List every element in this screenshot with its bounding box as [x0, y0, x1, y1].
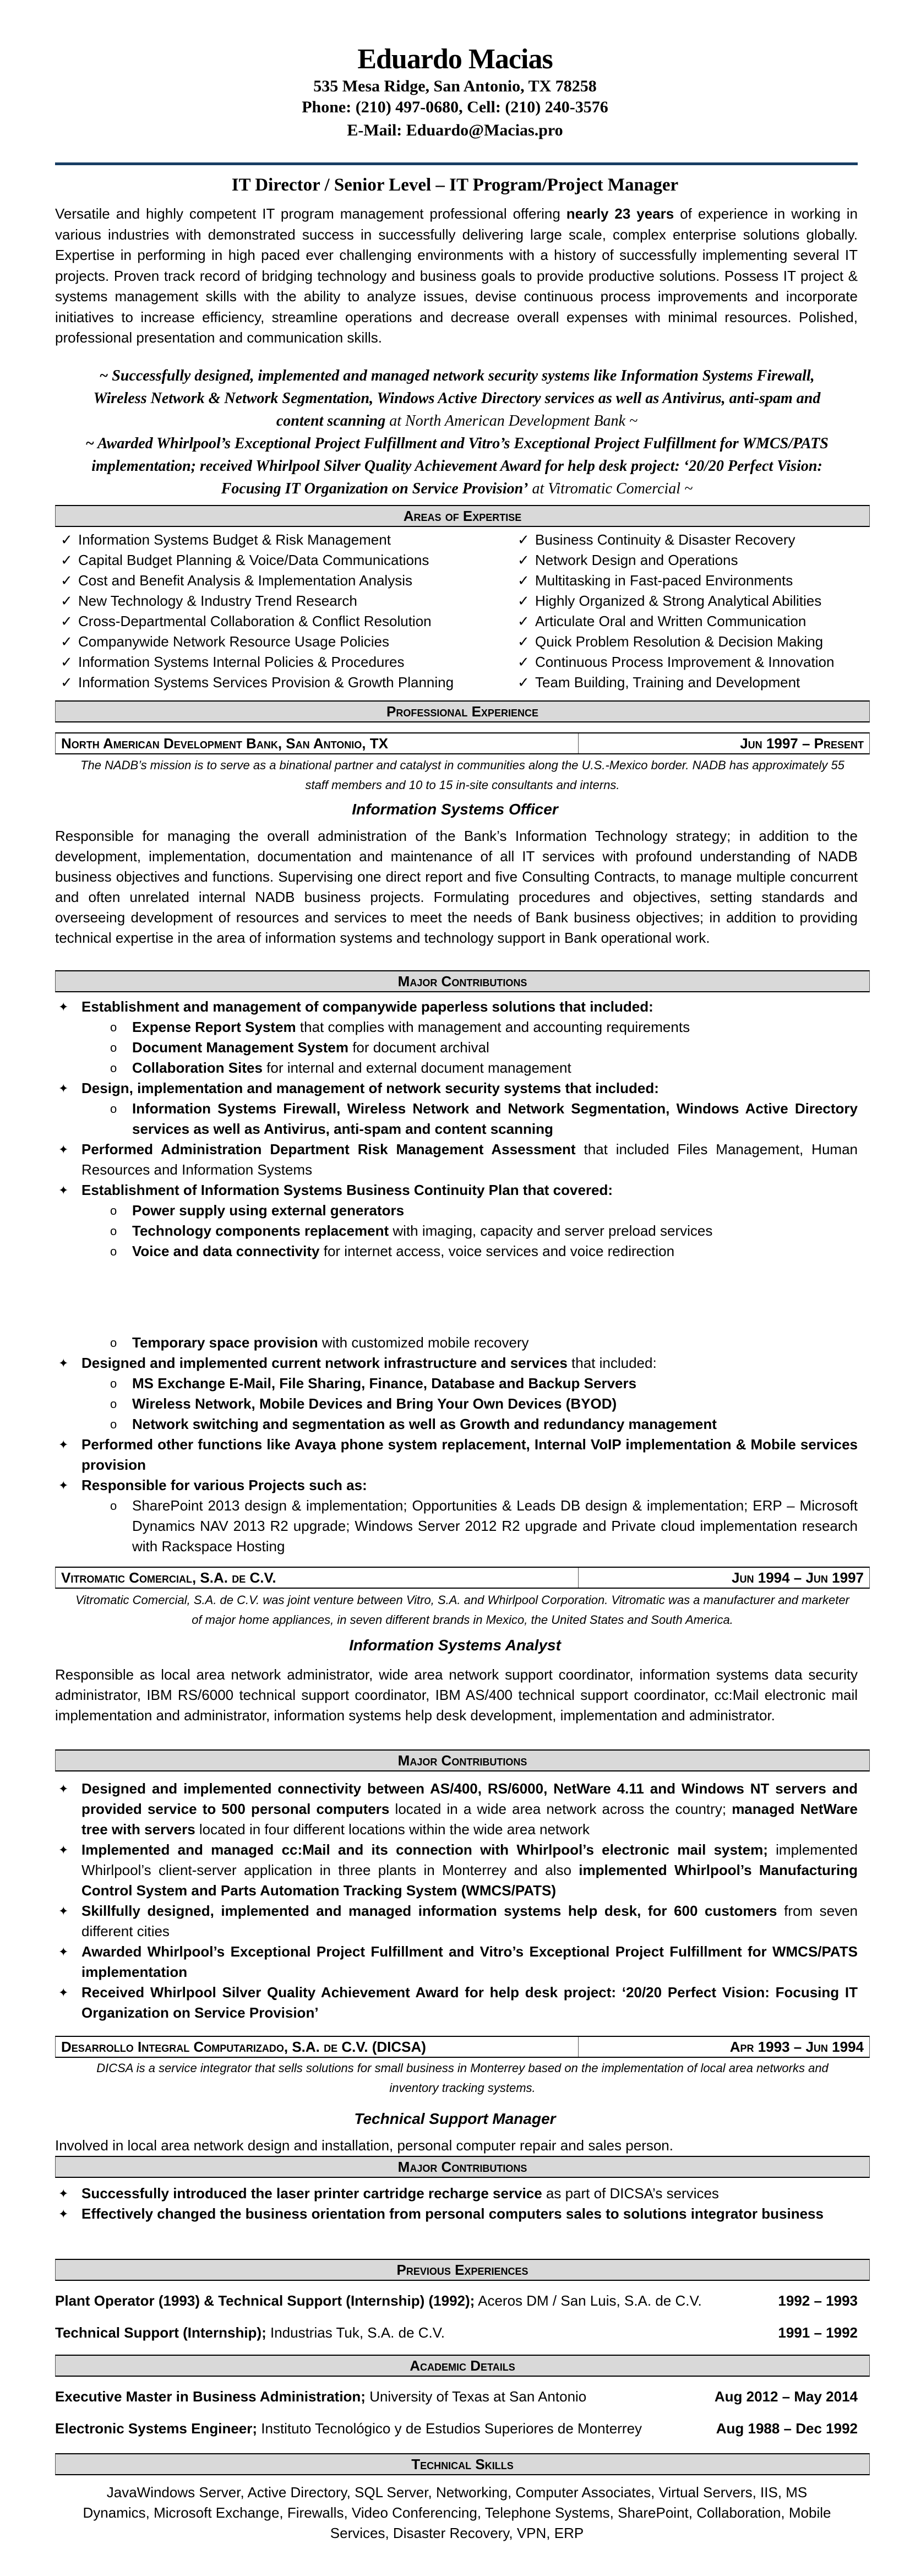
degree-detail [55, 2387, 586, 2407]
expertise-label: Companywide Network Resource Usage Policies [78, 633, 390, 650]
contribution-item [55, 1139, 858, 1180]
circle-bullet-icon: o [110, 1377, 117, 1390]
highlight-employer: at North American Development Bank ~ [385, 412, 638, 430]
employer-description: Vitromatic Comercial, S.A. de C.V. was joint venture between Vitro, S.A. and Whirlpool Corporation. Vitromatic was a manufacturer and marketer of major home appliances, in seven different brands in Mexico, the United States and South America. [75, 1593, 849, 1627]
address: 535 Mesa Ridge, San Antonio, TX 78258 [313, 77, 597, 95]
diamond-bullet-icon: ✦ [58, 1000, 69, 1014]
circle-bullet-icon: o [110, 1244, 117, 1258]
contribution-item [55, 1475, 858, 1496]
sub-item-highlight: MS Exchange E-Mail, File Sharing, Finance, Database and Backup Servers [132, 1375, 637, 1392]
institution: University of Texas at San Antonio [365, 2388, 587, 2405]
institution: Instituto Tecnológico y de Estudios Superiores de Monterrey [257, 2420, 642, 2437]
circle-bullet-icon: o [110, 1204, 117, 1218]
expertise-item [512, 652, 870, 672]
circle-bullet-icon: o [110, 1499, 117, 1513]
header-divider [55, 162, 858, 165]
phone: Phone: (210) 497-0680, Cell: (210) 240-3576 [302, 98, 608, 116]
sub-item-highlight: Network switching and segmentation as well as Growth and redundancy management [132, 1416, 717, 1432]
highlight-text: ~ Successfully designed, implemented and managed network security systems like Information Systems Firewall, Wireless Network & Network Segmentation, Windows Active Directory services as well as Antivirus, anti-spam and content scanning [93, 367, 821, 430]
sub-item-highlight: Collaboration Sites [132, 1059, 263, 1076]
contribution-highlight: Received Whirlpool Silver Quality Achievement Award for help desk project: ‘20/20 Perfect Vision: Focusing IT Organization on Service Provision’ [81, 1984, 858, 2021]
checkmark-icon: ✓ [517, 552, 530, 568]
job-role: Technical Support Manager [354, 2110, 556, 2127]
sub-item [55, 1099, 858, 1139]
contribution-highlight: implemented Whirlpool’s Manufacturing Control System and Parts Automation Tracking System (WMCS/PATS) [81, 1862, 858, 1899]
checkmark-icon: ✓ [517, 674, 530, 691]
contribution-item [55, 997, 858, 1017]
contribution-item [55, 1434, 858, 1475]
expertise-label: Cross-Departmental Collaboration & Conflict Resolution [78, 613, 432, 629]
expertise-label: Business Continuity & Disaster Recovery [535, 531, 795, 548]
sub-item [55, 1333, 858, 1353]
contribution-highlight: managed NetWare tree with servers [81, 1801, 858, 1838]
expertise-item [55, 672, 512, 693]
contribution-text: implemented Whirlpool’s client-server application in three plants in Monterrey and also [81, 1841, 858, 1878]
expertise-item [55, 652, 512, 672]
circle-bullet-icon: o [110, 1041, 117, 1055]
expertise-item [55, 550, 512, 570]
checkmark-icon: ✓ [517, 593, 530, 609]
contribution-highlight: Performed other functions like Avaya phone system replacement, Internal VoIP implementation & Mobile services provision [81, 1436, 858, 1473]
diamond-bullet-icon: ✦ [58, 2207, 69, 2221]
contribution-item [55, 1840, 858, 1901]
checkmark-icon: ✓ [61, 552, 73, 568]
highlight-item [72, 432, 842, 500]
employer-bar [55, 1567, 870, 1589]
circle-bullet-icon: o [110, 1102, 117, 1116]
contributions-list [55, 997, 858, 1262]
contribution-highlight: Establishment of Information Systems Business Continuity Plan that covered: [81, 1182, 613, 1198]
expertise-label: New Technology & Industry Trend Research [78, 593, 357, 609]
expertise-item [55, 591, 512, 611]
sub-item [55, 1394, 858, 1414]
role-description: Responsible as local area network administrator, wide area network support coordinator, information systems data security administrator, IBM RS/6000 technical support coordinator, IBM AS/400 technical support coordinator, cc:Mail electronic mail implementation and administrator, information systems help desk development, implementation and administrator. [55, 1666, 858, 1724]
expertise-item [55, 632, 512, 652]
sub-item [55, 1200, 858, 1221]
job-role: Information Systems Officer [352, 801, 558, 818]
contributions-list-continued [55, 1333, 858, 1557]
section-areas-of-expertise: Areas of Expertise [55, 505, 870, 527]
degree-title: Electronic Systems Engineer; [55, 2420, 258, 2437]
expertise-label: Team Building, Training and Development [535, 674, 800, 691]
resume-header [0, 43, 910, 141]
expertise-label: Information Systems Budget & Risk Management [78, 531, 391, 548]
section-major-contributions: Major Contributions [55, 2156, 870, 2178]
sub-item [55, 1496, 858, 1557]
contribution-highlight: Successfully introduced the laser printer cartridge recharge service [81, 2185, 542, 2202]
contribution-highlight: Designed and implemented connectivity between AS/400, RS/6000, NetWare 4.11 and Windows NT servers and provided service to 500 personal computers [81, 1780, 858, 1817]
checkmark-icon: ✓ [61, 613, 73, 629]
expertise-label: Multitasking in Fast-paced Environments [535, 572, 793, 589]
circle-bullet-icon: o [110, 1061, 117, 1075]
previous-experience-detail [55, 2323, 445, 2343]
employer-name: Desarrollo Integral Computarizado, S.A. de C.V. (DICSA) [56, 2037, 579, 2057]
contribution-text: that included: [567, 1355, 657, 1371]
contribution-highlight: Responsible for various Projects such as: [81, 1477, 367, 1493]
highlight-item [72, 365, 842, 432]
contribution-item [55, 1180, 858, 1200]
diamond-bullet-icon: ✦ [58, 1479, 69, 1492]
sub-item-text: SharePoint 2013 design & implementation; Opportunities & Leads DB design & implementation; ERP – Microsoft Dynamics NAV 2013 R2 upgrade; Windows Server 2012 R2 upgrade and Private cloud implementation research with Rackspace Hosting [132, 1497, 858, 1555]
summary-paragraph [55, 204, 858, 349]
summary-text: of experience in working in various industries with demonstrated success in successfully delivering large scale, complex enterprise solutions globally. Expertise in performing in high paced ever challenging environments with a history of successfully implementing several IT projects. Proven track record of bridging technology and business goals to provide productive solutions. Possess IT project & systems management skills with the ability to analyze issues, devise continuous process improvements and incorporate initiatives to increase efficiency, streamline operations and decrease overall expenses with minimal resources. Polished, professional presentation and communication skills. [55, 205, 858, 346]
expertise-item [512, 672, 870, 693]
contribution-text: that included Files Management, Human Resources and Information Systems [81, 1141, 858, 1178]
section-previous-experiences: Previous Experiences [55, 2259, 870, 2281]
sub-item-highlight: Technology components replacement [132, 1222, 389, 1239]
email: E-Mail: Eduardo@Macias.pro [347, 121, 563, 139]
sub-item-text: with imaging, capacity and server preload services [389, 1222, 713, 1239]
employment-dates: Jun 1994 – Jun 1997 [732, 1569, 864, 1586]
sub-item-highlight: Temporary space provision [132, 1334, 318, 1351]
sub-item-highlight: Voice and data connectivity [132, 1243, 320, 1259]
checkmark-icon: ✓ [61, 531, 73, 548]
circle-bullet-icon: o [110, 1224, 117, 1238]
diamond-bullet-icon: ✦ [58, 1183, 69, 1197]
employer-description: DICSA is a service integrator that sells solutions for small business in Monterrey based on the implementation of local area networks and inventory tracking systems. [96, 2061, 829, 2095]
diamond-bullet-icon: ✦ [58, 1356, 69, 1370]
contribution-item [55, 1353, 858, 1373]
contributions-list [55, 2183, 858, 2224]
employer-description: The NADB’s mission is to serve as a binational partner and catalyst in communities along the U.S.-Mexico border. NADB has approximately 55 staff members and 10 to 15 in-site consultants and interns. [80, 758, 844, 792]
years: Aug 2012 – May 2014 [714, 2388, 858, 2405]
diamond-bullet-icon: ✦ [58, 1843, 69, 1857]
expertise-label: Quick Problem Resolution & Decision Making [535, 633, 824, 650]
company-name: Aceros DM / San Luis, S.A. de C.V. [475, 2292, 702, 2309]
diamond-bullet-icon: ✦ [58, 1438, 69, 1452]
checkmark-icon: ✓ [61, 654, 73, 670]
expertise-item [512, 530, 870, 550]
degree-row [55, 2419, 858, 2439]
degree-title: Executive Master in Business Administration; [55, 2388, 366, 2405]
contribution-highlight: Skillfully designed, implemented and managed information systems help desk, for 600 customers [81, 1903, 777, 1919]
circle-bullet-icon: o [110, 1417, 117, 1431]
sub-item-highlight: Wireless Network, Mobile Devices and Bring Your Own Devices (BYOD) [132, 1395, 617, 1412]
diamond-bullet-icon: ✦ [58, 1082, 69, 1095]
job-role: Information Systems Analyst [349, 1637, 561, 1654]
contribution-highlight: Implemented and managed cc:Mail and its connection with Whirlpool’s electronic mail system; [81, 1841, 768, 1858]
highlight-employer: at Vitromatic Comercial ~ [528, 480, 693, 497]
section-professional-experience: Professional Experience [55, 700, 870, 722]
years: 1991 – 1992 [778, 2324, 858, 2341]
sub-item-text: with customized mobile recovery [318, 1334, 529, 1351]
circle-bullet-icon: o [110, 1397, 117, 1411]
contribution-item [55, 2204, 858, 2224]
sub-item-text: for document archival [348, 1039, 489, 1056]
sub-item [55, 1241, 858, 1262]
expertise-item [55, 530, 512, 550]
expertise-item [512, 591, 870, 611]
sub-item-text: for internet access, voice services and voice redirection [319, 1243, 675, 1259]
expertise-grid [55, 530, 870, 693]
expertise-label: Network Design and Operations [535, 552, 738, 568]
expertise-label: Information Systems Internal Policies & Procedures [78, 654, 405, 670]
contribution-item [55, 1982, 858, 2023]
expertise-label: Articulate Oral and Written Communication [535, 613, 807, 629]
checkmark-icon: ✓ [517, 613, 530, 629]
contributions-list [55, 1779, 858, 2023]
expertise-item [512, 611, 870, 632]
sub-item-highlight: Power supply using external generators [132, 1202, 405, 1219]
position-title: Plant Operator (1993) & Technical Support (Internship) (1992); [55, 2292, 475, 2309]
expertise-label: Cost and Benefit Analysis & Implementation Analysis [78, 572, 412, 589]
diamond-bullet-icon: ✦ [58, 1782, 69, 1796]
checkmark-icon: ✓ [517, 633, 530, 650]
sub-item-text: that complies with management and accounting requirements [296, 1019, 690, 1035]
employer-name: North American Development Bank, San Antonio, TX [56, 733, 579, 753]
employer-name: Vitromatic Comercial, S.A. de C.V. [56, 1568, 579, 1588]
highlight-text: ~ Awarded Whirlpool’s Exceptional Project Fulfillment and Vitro’s Exceptional Project Fulfillment for WMCS/PATS implementation; received Whirlpool Silver Quality Achievement Award for help desk project: ‘20/20 Perfect Vision: Focusing IT Organization on Service Provision’ [85, 435, 829, 497]
role-description: Responsible for managing the overall administration of the Bank’s Information Technology strategy; in addition to the development, implementation, documentation and maintenance of all IT services with profound understanding of NADB business objectives and functions. Supervising one direct report and five Consulting Contracts, to manage multiple concurrent and often unrelated internal NADB business projects. Formulating procedures and objectives, setting standards and overseeing development of resources and services to meet the needs of Bank business objectives; in addition to providing technical expertise in the area of information systems and technology support in Bank operational work. [55, 828, 858, 946]
checkmark-icon: ✓ [61, 593, 73, 609]
previous-experience-detail [55, 2291, 702, 2311]
contribution-highlight: Performed Administration Department Risk Management Assessment [81, 1141, 576, 1157]
contribution-text: from seven different cities [81, 1903, 858, 1939]
employment-dates: Apr 1993 – Jun 1994 [729, 2039, 864, 2055]
degree-row [55, 2387, 858, 2407]
checkmark-icon: ✓ [517, 531, 530, 548]
diamond-bullet-icon: ✦ [58, 1986, 69, 1999]
expertise-label: Capital Budget Planning & Voice/Data Communications [78, 552, 429, 568]
checkmark-icon: ✓ [517, 572, 530, 589]
expertise-item [55, 570, 512, 591]
diamond-bullet-icon: ✦ [58, 2187, 69, 2200]
sub-item [55, 1017, 858, 1037]
role-description: Involved in local area network design and installation, personal computer repair and sales person. [55, 2137, 673, 2154]
sub-item [55, 1414, 858, 1434]
circle-bullet-icon: o [110, 1336, 117, 1350]
expertise-item [512, 632, 870, 652]
expertise-item [512, 570, 870, 591]
sub-item [55, 1058, 858, 1078]
employer-bar [55, 732, 870, 754]
expertise-label: Continuous Process Improvement & Innovation [535, 654, 835, 670]
company-name: Industrias Tuk, S.A. de C.V. [266, 2324, 445, 2341]
contribution-item [55, 2183, 858, 2204]
contribution-item [55, 1078, 858, 1099]
previous-experience-row [55, 2323, 858, 2343]
diamond-bullet-icon: ✦ [58, 1945, 69, 1959]
sub-item [55, 1037, 858, 1058]
contribution-item [55, 1779, 858, 1840]
circle-bullet-icon: o [110, 1020, 117, 1034]
contribution-highlight: Awarded Whirlpool’s Exceptional Project Fulfillment and Vitro’s Exceptional Project Fulfillment for WMCS/PATS implementation [81, 1943, 858, 1980]
years: Aug 1988 – Dec 1992 [716, 2420, 858, 2437]
position-title: Technical Support (Internship); [55, 2324, 266, 2341]
checkmark-icon: ✓ [61, 572, 73, 589]
section-academic-details: Academic Details [55, 2355, 870, 2377]
sub-item [55, 1373, 858, 1394]
checkmark-icon: ✓ [517, 654, 530, 670]
sub-item-highlight: Information Systems Firewall, Wireless Network and Network Segmentation, Windows Active Directory services as well as Antivirus, anti-spam and content scanning [132, 1100, 858, 1137]
expertise-label: Highly Organized & Strong Analytical Abilities [535, 593, 822, 609]
expertise-item [55, 611, 512, 632]
summary-text: Versatile and highly competent IT program management professional offering [55, 205, 566, 222]
career-highlights [72, 365, 842, 500]
sub-item-highlight: Document Management System [132, 1039, 348, 1056]
contribution-highlight: Design, implementation and management of network security systems that included: [81, 1080, 659, 1096]
section-major-contributions: Major Contributions [55, 1749, 870, 1771]
degree-detail [55, 2419, 642, 2439]
contribution-highlight: Establishment and management of companywide paperless solutions that included: [81, 998, 653, 1015]
checkmark-icon: ✓ [61, 633, 73, 650]
sub-item [55, 1221, 858, 1241]
summary-emphasis: nearly 23 years [566, 205, 674, 222]
section-technical-skills: Technical Skills [55, 2453, 870, 2475]
technical-skills-list: JavaWindows Server, Active Directory, SQL Server, Networking, Computer Associates, Virtual Servers, IIS, MS Dynamics, Microsoft Exchange, Firewalls, Video Conferencing, Telephone Systems, SharePoint, Collaboration, Mobile Services, Disaster Recovery, VPN, ERP [83, 2484, 831, 2541]
employment-dates: Jun 1997 – Present [740, 735, 864, 752]
expertise-label: Information Systems Services Provision & Growth Planning [78, 674, 454, 691]
professional-title: IT Director / Senior Level – IT Program/Project Manager [231, 175, 679, 195]
contribution-text: located in a wide area network across the country; [389, 1801, 732, 1817]
sub-item-highlight: Expense Report System [132, 1019, 296, 1035]
diamond-bullet-icon: ✦ [58, 1904, 69, 1918]
years: 1992 – 1993 [778, 2292, 858, 2309]
contribution-item [55, 1901, 858, 1942]
employer-bar [55, 2036, 870, 2058]
contribution-text: located in four different locations within the wide area network [195, 1821, 590, 1838]
expertise-item [512, 550, 870, 570]
contribution-item [55, 1942, 858, 1982]
sub-item-text: for internal and external document management [262, 1059, 571, 1076]
diamond-bullet-icon: ✦ [58, 1143, 69, 1156]
contribution-highlight: Designed and implemented current network infrastructure and services [81, 1355, 568, 1371]
contribution-highlight: Effectively changed the business orientation from personal computers sales to solutions integrator business [81, 2205, 824, 2222]
candidate-name: Eduardo Macias [357, 44, 553, 75]
checkmark-icon: ✓ [61, 674, 73, 691]
contribution-text: as part of DICSA’s services [542, 2185, 719, 2202]
section-major-contributions: Major Contributions [55, 970, 870, 992]
previous-experience-row [55, 2291, 858, 2311]
